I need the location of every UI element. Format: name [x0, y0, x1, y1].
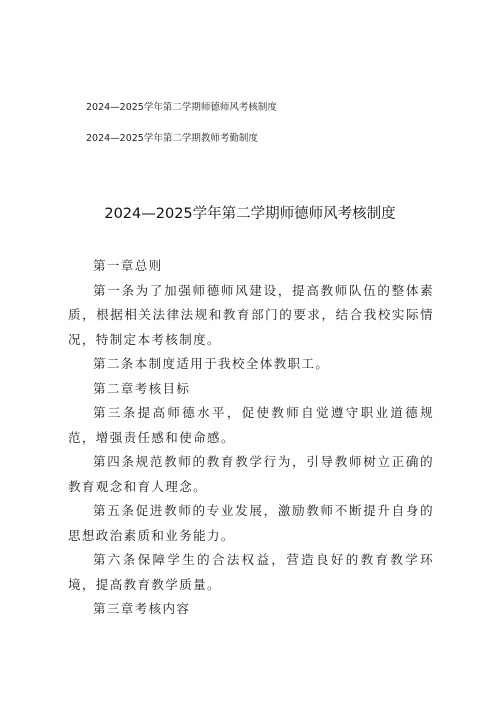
article-paragraph: 第四条规范教师的教育教学行为，引导教师树立正确的教育观念和育人理念。	[68, 454, 434, 494]
chapter-heading: 第二章考核目标	[93, 380, 191, 396]
toc-item-teacher-ethics[interactable]: 2024—2025学年第二学期师德师风考核制度	[86, 102, 277, 113]
article-paragraph: 第六条保障学生的合法权益，营造良好的教育教学环境，提高教育教学质量。	[68, 552, 434, 592]
article-paragraph: 第三条提高师德水平，促使教师自觉遵守职业道德规范，增强责任感和使命感。	[68, 405, 434, 445]
chapter-heading: 第三章考核内容	[93, 601, 191, 616]
article-paragraph: 第五条促进教师的专业发展，激励教师不断提升自身的思想政治素质和业务能力。	[68, 503, 434, 543]
table-of-contents	[86, 102, 277, 164]
article-paragraph: 第一条为了加强师德师风建设，提高教师队伍的整体素质，根据相关法律法规和教育部门的要求，结合我校实际情况，特制定本考核制度。	[68, 282, 434, 347]
article-paragraph: 第二条本制度适用于我校全体教职工。	[93, 356, 330, 371]
document-body	[68, 254, 434, 622]
chapter-heading: 第一章总则	[93, 258, 163, 273]
document-title: 2024—2025学年第二学期师德师风考核制度	[104, 206, 396, 222]
toc-item-attendance[interactable]: 2024—2025学年第二学期教师考勤制度	[86, 133, 258, 144]
